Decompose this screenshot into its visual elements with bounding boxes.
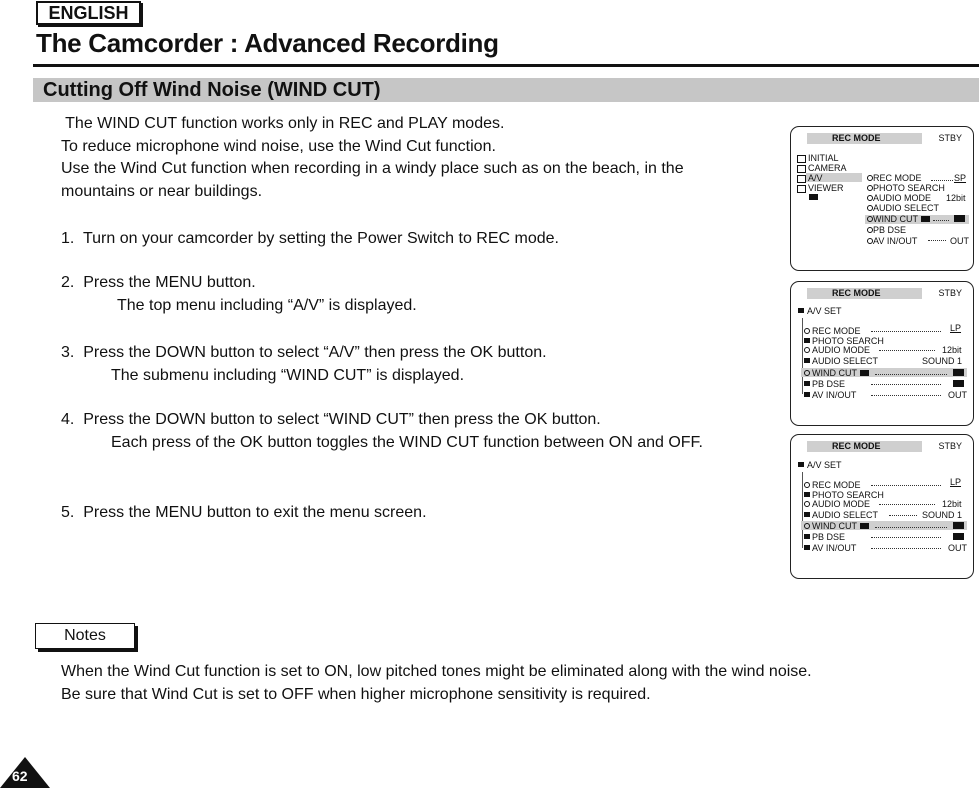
step-4: 4. Press the DOWN button to select “WIND CUT” then press the OK button.: [61, 411, 601, 428]
item-wind-cut: WIND CUT: [873, 214, 918, 224]
menu-screen-1: [790, 126, 974, 271]
dot-leader: [889, 515, 917, 516]
pb-dse-indicator: [953, 380, 964, 387]
tree-line: [802, 472, 803, 548]
tree-line: [802, 318, 803, 394]
pb-dse-icon: [804, 381, 810, 386]
step-1: 1. Turn on your camcorder by setting the Power Switch to REC mode.: [61, 230, 559, 247]
audio-icon: [804, 358, 810, 363]
bullet-icon: [804, 501, 810, 507]
step-3: 3. Press the DOWN button to select “A/V” then press the OK button.: [61, 344, 547, 361]
menu-screen-2: [790, 281, 974, 426]
top-menu-camera: CAMERA: [808, 163, 847, 173]
item-rec-mode: REC MODE: [812, 326, 861, 336]
value-av-in-out: OUT: [950, 236, 969, 246]
screen-title: REC MODE: [832, 441, 881, 451]
intro-line: Use the Wind Cut function when recording in a windy place such as on the beach, in the: [61, 160, 684, 177]
bullet-icon: [804, 370, 810, 376]
item-audio-mode: AUDIO MODE: [812, 345, 871, 355]
submenu-heading: A/V SET: [807, 306, 842, 316]
value-av-in-out: OUT: [948, 543, 967, 553]
dot-leader: [871, 537, 941, 538]
dot-leader: [871, 548, 941, 549]
step-2-detail: The top menu including “A/V” is displayed.: [117, 297, 417, 314]
item-pb-dse: PB DSE: [812, 532, 846, 542]
bullet-icon: [804, 523, 810, 529]
dot-leader: [871, 384, 941, 385]
item-audio-select: AUDIO SELECT: [873, 203, 940, 213]
value-audio-mode: 12bit: [942, 499, 962, 509]
dot-leader: [871, 331, 941, 332]
item-av-in-out: AV IN/OUT: [812, 390, 857, 400]
menu-screen-3: [790, 434, 974, 579]
step-4-detail: Each press of the OK button toggles the WIND CUT function between ON and OFF.: [111, 434, 703, 451]
item-photo-search: PHOTO SEARCH: [812, 336, 884, 346]
value-audio-select: SOUND 1: [922, 510, 963, 520]
item-audio-select: AUDIO SELECT: [812, 356, 879, 366]
value-rec-mode: SP: [954, 173, 967, 183]
item-photo-search: PHOTO SEARCH: [812, 490, 884, 500]
av-in-out-icon: [804, 545, 810, 550]
top-menu-viewer: VIEWER: [808, 183, 844, 193]
value-rec-mode: LP: [950, 477, 962, 487]
dot-leader: [871, 395, 941, 396]
dot-leader: [875, 374, 947, 375]
note-line: Be sure that Wind Cut is set to OFF when higher microphone sensitivity is required.: [61, 686, 651, 703]
camera-icon: [797, 165, 806, 173]
submenu-heading: A/V SET: [807, 460, 842, 470]
screen-title: REC MODE: [832, 288, 881, 298]
item-rec-mode: REC MODE: [812, 480, 861, 490]
dot-leader: [879, 350, 935, 351]
item-photo-search: PHOTO SEARCH: [873, 183, 945, 193]
item-audio-mode: AUDIO MODE: [812, 499, 871, 509]
folder-icon: [797, 155, 806, 163]
top-menu-av: A/V: [808, 173, 823, 183]
note-line: When the Wind Cut function is set to ON, low pitched tones might be eliminated along with the wind noise.: [61, 663, 812, 680]
dot-leader: [875, 527, 947, 528]
wind-cut-indicator: [953, 369, 964, 376]
language-tab: ENGLISH: [36, 1, 141, 25]
screen-status: STBY: [938, 441, 962, 451]
bullet-icon: [804, 347, 810, 353]
item-audio-mode: AUDIO MODE: [873, 193, 932, 203]
av-icon: [798, 462, 804, 467]
step-2: 2. Press the MENU button.: [61, 274, 256, 291]
av-icon: [798, 308, 804, 313]
wind-cut-indicator: [954, 215, 965, 222]
audio-icon: [804, 512, 810, 517]
page-title: The Camcorder : Advanced Recording: [36, 28, 499, 58]
wind-cut-icon: [860, 370, 869, 376]
pb-dse-icon: [804, 534, 810, 539]
value-rec-mode: LP: [950, 323, 962, 333]
title-rule: [33, 64, 979, 67]
section-title: Cutting Off Wind Noise (WIND CUT): [43, 79, 381, 101]
dot-leader: [933, 220, 949, 221]
wind-cut-icon: [921, 216, 930, 222]
value-audio-mode: 12bit: [946, 193, 966, 203]
value-audio-select: SOUND 1: [922, 356, 963, 366]
screen-status: STBY: [938, 288, 962, 298]
screen-title: REC MODE: [832, 133, 881, 143]
step-3-detail: The submenu including “WIND CUT” is displayed.: [111, 367, 465, 384]
viewer-icon: [797, 185, 806, 193]
item-wind-cut: WIND CUT: [812, 368, 857, 378]
screen-status: STBY: [938, 133, 962, 143]
dot-leader: [871, 485, 941, 486]
value-av-in-out: OUT: [948, 390, 967, 400]
notes-label: Notes: [35, 623, 135, 649]
page-number: 62: [12, 768, 28, 784]
item-pb-dse: PB DSE: [873, 225, 907, 235]
dot-leader: [931, 180, 953, 181]
av-icon: [797, 175, 806, 183]
item-av-in-out: AV IN/OUT: [873, 236, 918, 246]
item-wind-cut: WIND CUT: [812, 521, 857, 531]
intro-line: mountains or near buildings.: [61, 183, 263, 200]
intro-line: To reduce microphone wind noise, use the Wind Cut function.: [61, 138, 496, 155]
av-in-out-icon: [804, 392, 810, 397]
bullet-icon: [804, 328, 810, 334]
top-menu-initial: INITIAL: [808, 153, 839, 163]
item-pb-dse: PB DSE: [812, 379, 846, 389]
photo-icon: [804, 338, 810, 343]
item-rec-mode: REC MODE: [873, 173, 922, 183]
value-audio-mode: 12bit: [942, 345, 962, 355]
wind-cut-indicator: [953, 522, 964, 529]
item-av-in-out: AV IN/OUT: [812, 543, 857, 553]
item-audio-select: AUDIO SELECT: [812, 510, 879, 520]
bullet-icon: [804, 482, 810, 488]
step-5: 5. Press the MENU button to exit the menu screen.: [61, 504, 427, 521]
intro-line: The WIND CUT function works only in REC and PLAY modes.: [61, 115, 505, 132]
dot-leader: [928, 240, 946, 241]
pb-dse-indicator: [953, 533, 964, 540]
dot-leader: [879, 504, 935, 505]
tape-icon: [809, 194, 818, 200]
photo-icon: [804, 492, 810, 497]
wind-cut-icon: [860, 523, 869, 529]
